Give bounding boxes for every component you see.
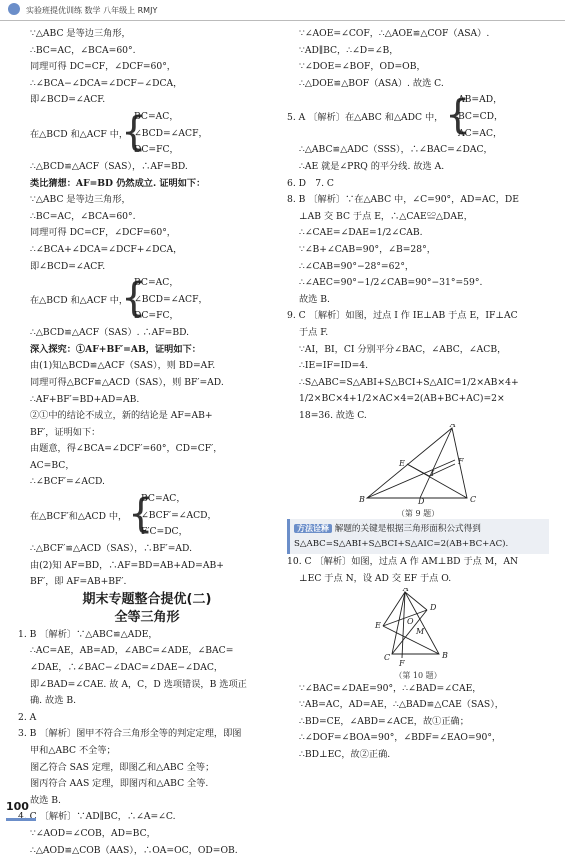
text-line: BF′，即 AF=AB+BF′.: [30, 576, 127, 588]
brace-system-2: [18, 275, 276, 325]
method-formula: S△ABC=S△ABI+S△BCI+S△AIC=2(AB+BC+AC).: [294, 539, 509, 550]
left-block-2: [18, 159, 276, 275]
text-line: ∴BD=CE，∠ABD=∠ACE，故①正确；: [299, 715, 469, 727]
brace-row: ∠BCD=∠ACF，: [134, 127, 208, 139]
text-line: 故选 B.: [299, 293, 330, 305]
brace-system-1: [18, 109, 276, 159]
figure-9: [287, 424, 549, 519]
brace-row: AC=AC，: [458, 127, 503, 139]
text-line: ∵△ABC 是等边三角形，: [30, 28, 131, 39]
text-line: ∵∠AOD=∠COB，AD=BC，: [30, 827, 156, 839]
text-line: ∴△DOE≌△BOF（ASA）. 故选 C.: [299, 77, 444, 89]
brace-system-3: [18, 491, 276, 541]
text-line: ∴△AOD≌△COB（AAS），∴OA=OC，OD=OB.: [30, 844, 238, 856]
text-line: 深入探究：①AF+BF′=AB，证明如下：: [30, 343, 201, 355]
text-line: 8. B 〔解析〕∵在△ABC 中，∠C=90°，AD=AC，DE: [287, 194, 519, 206]
text-line: 确. 故选 B.: [30, 695, 76, 707]
text-line: ∴BC=AC，∠BCA=60°.: [30, 210, 136, 222]
right-block-3: [287, 554, 549, 587]
brace-system-5: [287, 92, 549, 142]
text-line: ⊥AB 交 BC 于点 E，∴△CAE≌△DAE，: [299, 210, 473, 222]
triangle-abc: [367, 428, 467, 498]
figure9-label: F: [458, 457, 464, 467]
figure-10: [287, 588, 549, 681]
brace-row: AB=AD，: [458, 94, 503, 106]
text-line: ∴△ABC≌△ADC（SSS），∴∠BAC=∠DAC，: [299, 144, 493, 156]
text-line: ⊥EC 于点 N，设 AD 交 EF 于点 O.: [299, 573, 452, 585]
brace-row: DC=FC，: [134, 310, 179, 322]
text-line: 6. D 7. C: [287, 177, 334, 189]
left-block-4: [18, 541, 276, 591]
text-line: 类比猜想：AF=BD 仍然成立. 证明如下：: [30, 177, 206, 189]
text-line: 同理可得 DC=CF，∠DCF=60°，: [30, 61, 176, 73]
text-line: ∴∠CAB=90°−28°=62°，: [299, 260, 415, 272]
text-line: ∴BD⊥EC，故②正确.: [299, 749, 391, 761]
text-line: ∴BC=AC，∠BCA=60°.: [30, 44, 136, 56]
section-subtitle: 全等三角形: [114, 609, 180, 625]
brace-glyph: {: [128, 491, 154, 538]
text-line: 图乙符合 SAS 定理，即图乙和△ABC 全等；: [30, 761, 215, 773]
text-line: ∵△ABC 是等边三角形，: [30, 194, 131, 206]
brace-row: BC=AC，: [141, 493, 186, 505]
method-box: [287, 519, 549, 554]
brace-row: ∠BCD=∠ACF，: [134, 293, 208, 305]
left-block-3: [18, 325, 276, 491]
figure9-label: C: [470, 495, 477, 505]
text-line: 3. B 〔解析〕图甲不符合三角形全等的判定定理，即图: [18, 728, 242, 740]
text-line: 10. C 〔解析〕如图，过点 A 作 AM⊥BD 于点 M，AN: [287, 556, 519, 568]
segment-af: [402, 592, 405, 658]
segment-ie: [407, 464, 429, 476]
text-line: 1/2×BC×4+1/2×AC×4=2(AB+BC+AC)=2×: [299, 393, 505, 405]
figure10-label: C: [384, 652, 391, 662]
figure10-label: E: [375, 620, 381, 630]
brace-row: F′C=DC，: [141, 526, 188, 538]
brace-row: BC=AC，: [134, 110, 179, 122]
text-line: ∴∠BCA+∠DCA=∠DCF+∠DCA，: [30, 243, 183, 255]
brace-glyph: {: [445, 92, 471, 139]
text-line: 同理可得 DC=CF，∠DCF=60°，: [30, 227, 176, 239]
text-line: ∵∠B+∠CAB=90°，∠B=28°，: [299, 243, 436, 255]
brace-lead: 在△BCD 和△ACF 中，: [30, 295, 129, 307]
text-line: 由(1)知△BCD≌△ACF（SAS），则 BD=AF.: [30, 360, 216, 372]
text-line: 2. A: [18, 711, 37, 723]
right-block-2: [287, 142, 549, 424]
text-line: ∴AE 就是∠PRQ 的平分线. 故选 A.: [299, 160, 445, 172]
text-line: ∵∠AOE=∠COF，∴△AOE≌△COF（ASA）.: [299, 28, 490, 39]
figure10-label: M: [416, 626, 425, 636]
brace-row: BC=CD，: [458, 110, 504, 122]
text-line: ∴∠DOF=∠BOA=90°，∠BDF=∠EAO=90°，: [299, 732, 502, 744]
text-line: 甲和△ABC 不全等；: [30, 745, 116, 756]
segment-ad: [405, 592, 427, 610]
text-line: ②①中的结论不成立，新的结论是 AF=AB+: [30, 410, 213, 422]
text-line: 18=36. 故选 C.: [299, 409, 367, 421]
brace-row: ∠BCF′=∠ACD，: [141, 509, 217, 521]
brace-row: BC=AC，: [134, 277, 179, 289]
brace-row: DC=FC，: [134, 144, 179, 156]
text-line: ∴△BCF′≌△ACD（SAS），∴BF′=AD.: [30, 543, 192, 555]
triangle-figure-10: [287, 588, 549, 666]
text-line: ∵∠DOE=∠BOF，OD=OB，: [299, 61, 426, 73]
text-line: 由(2)知 AF=BD，∴AF=BD=AB+AD=AB+: [30, 559, 224, 571]
figure9-caption: （第 9 题）: [396, 509, 440, 519]
text-line: 1. B 〔解析〕∵△ABC≌△ADE，: [18, 628, 158, 640]
text-line: ∵AB=AC，AD=AE，∴△BAD≌△CAE（SAS），: [299, 699, 504, 711]
text-line: 同理可得△BCF≌△ACD（SAS），则 BF′=AD.: [30, 376, 224, 388]
figure9-label: D: [418, 497, 425, 505]
text-line: ∴AF+BF′=BD+AD=AB.: [30, 393, 140, 405]
text-line: ∴∠AEC=90°−1/2∠CAB=90°−31°=59°.: [299, 277, 483, 289]
text-line: 由题意，得∠BCA=∠DCF′=60°，CD=CF′，: [30, 443, 223, 455]
right-column: [287, 26, 549, 764]
left-block-1: [18, 26, 276, 109]
text-line: ∴∠BCA−∠DCA=∠DCF−∠DCA，: [30, 77, 183, 89]
figure10-label: D: [430, 602, 437, 612]
brace-glyph: {: [121, 108, 147, 155]
text-line: AC=BC，: [30, 459, 75, 471]
text-line: ∠DAE，∴∠BAC−∠DAC=∠DAE−∠DAC，: [30, 662, 224, 674]
text-line: 4. C 〔解析〕∵AD∥BC，∴∠A=∠C.: [18, 811, 176, 823]
figure9-label: E: [399, 459, 405, 469]
text-line: ∵AD∥BC，∴∠D=∠B，: [299, 44, 399, 56]
text-line: ∴△BCD≌△ACF（SAS）. ∴AF=BD.: [30, 327, 190, 339]
left-column: [18, 26, 276, 859]
page-number: 100: [6, 800, 36, 821]
text-line: 即∠BAD=∠CAE. 故 A，C，D 选项错误，B 选项正: [30, 678, 247, 690]
text-line: 即∠BCD=∠ACF.: [30, 260, 106, 272]
figure9-label: A: [450, 424, 456, 430]
book-logo-icon: [8, 3, 20, 15]
figure10-label: A: [403, 587, 409, 593]
left-block-5: [18, 627, 276, 859]
section-title: 期末专题整合提优(二): [82, 591, 212, 607]
text-line: 9. C 〔解析〕如图，过点 I 作 IE⊥AB 于点 E，IF⊥AC: [287, 310, 518, 322]
text-line: ∴△BCD≌△ACF（SAS），∴AF=BD.: [30, 160, 188, 172]
text-line: ∴AC=AE，AB=AD，∠ABC=∠ADE，∠BAC=: [30, 645, 234, 657]
text-line: ∴∠BCF′=∠ACD.: [30, 476, 105, 488]
figure10-label: F: [399, 658, 405, 666]
header-title: 实验班提优训练 数学 八年级上 RMJY: [26, 6, 158, 15]
right-block-4: [287, 681, 549, 764]
figure9-label: B: [359, 495, 365, 505]
method-text: 解题的关键是根据三角形面积公式得到: [334, 524, 481, 535]
brace-lead: 5. A 〔解析〕在△ABC 和△ADC 中，: [287, 112, 444, 124]
text-line: 于点 F.: [299, 326, 329, 338]
text-line: ∴∠CAE=∠DAE=1/2∠CAB.: [299, 227, 423, 239]
figure9-label: I: [431, 469, 435, 479]
figure10-caption: （第 10 题）: [394, 670, 442, 680]
figure10-label: B: [442, 650, 448, 660]
text-line: 图丙符合 AAS 定理，即图丙和△ABC 全等.: [30, 778, 209, 790]
brace-glyph: {: [121, 275, 147, 322]
brace-lead: 在△BCF′和△ACD 中，: [30, 511, 128, 523]
text-line: ∴IE=IF=ID=4.: [299, 360, 369, 372]
text-line: ∵AI，BI，CI 分别平分∠BAC，∠ABC，∠ACB，: [299, 343, 507, 355]
text-line: 故选 B.: [30, 794, 61, 806]
text-line: ∴S△ABC=S△ABI+S△BCI+S△AIC=1/2×AB×4+: [299, 376, 519, 388]
right-block-1: [287, 26, 549, 92]
triangle-figure-9: [287, 424, 549, 504]
text-line: ∵∠BAC=∠DAE=90°，∴∠BAD=∠CAE，: [299, 682, 482, 694]
method-tag: 方法诠释: [294, 524, 332, 533]
figure10-label: O: [407, 616, 414, 626]
brace-lead: 在△BCD 和△ACF 中，: [30, 128, 129, 140]
text-line: BF′，证明如下：: [30, 426, 101, 438]
text-line: 即∠BCD=∠ACF.: [30, 94, 106, 106]
page-header: [0, 0, 565, 21]
